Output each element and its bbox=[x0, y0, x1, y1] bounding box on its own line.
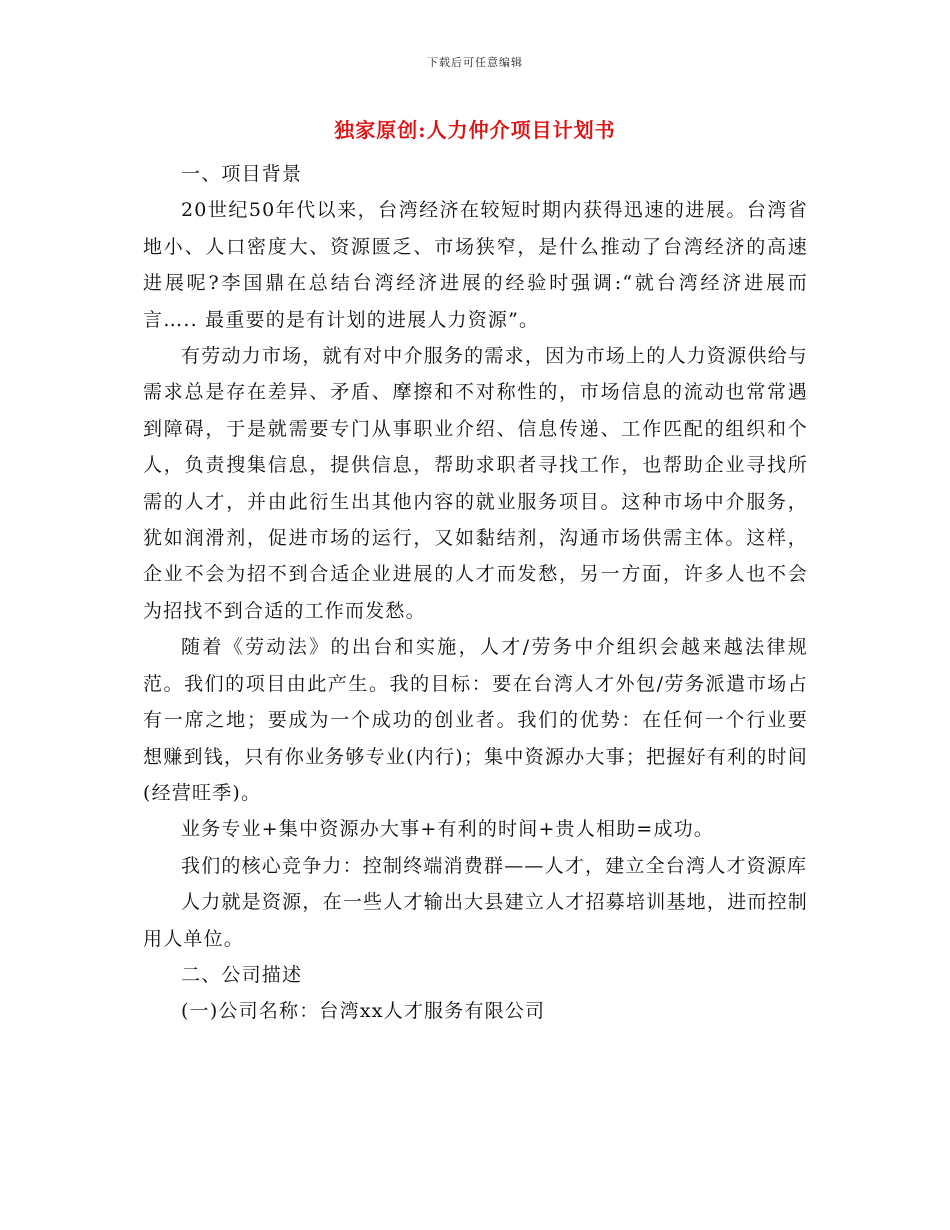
paragraph-talent-resource: 人力就是资源，在一些人才输出大县建立人才招募培训基地，进而控制用人单位。 bbox=[143, 891, 808, 950]
paragraph-labor-law: 随着《劳动法》的出台和实施，人才/劳务中介组织会越来越法律规范。我们的项目由此产生。我的目标：要在台湾人才外包/劳务派遣市场占有一席之地；要成为一个成功的创业者。我们的优势：在任何一个行业要想赚到钱，只有你业务够专业(内行)；集中资源办大事；把握好有利的时间(经营旺季)。 bbox=[143, 636, 808, 804]
document-body bbox=[143, 156, 808, 1030]
paragraph-economy: 20世纪50年代以来，台湾经济在较短时期内获得迅速的进展。台湾省地小、人口密度大、资源匮乏、市场狭窄，是什么推动了台湾经济的高速进展呢?李国鼎在总结台湾经济进展的经验时强调:“就台湾经济进展而言….. 最重要的是有计划的进展人力资源”。 bbox=[143, 199, 808, 331]
document-title: 独家原创:人力仲介项目计划书 bbox=[334, 118, 616, 142]
header-note: 下载后可任意编辑 bbox=[427, 56, 523, 69]
paragraph-labor-market: 有劳动力市场，就有对中介服务的需求，因为市场上的人力资源供给与需求总是存在差异、矛盾、摩擦和不对称性的，市场信息的流动也常常遇到障碍，于是就需要专门从事职业介绍、信息传递、工作匹配的组织和个人，负责搜集信息，提供信息，帮助求职者寻找工作，也帮助企业寻找所需的人才，并由此衍生出其他内容的就业服务项目。这种市场中介服务，犹如润滑剂，促进市场的运行，又如黏结剂，沟通市场供需主体。这样，企业不会为招不到合适企业进展的人才而发愁，另一方面，许多人也不会为招找不到合适的工作而发愁。 bbox=[143, 345, 808, 622]
paragraph-company-name: (一)公司名称：台湾xx人才服务有限公司 bbox=[181, 1000, 546, 1023]
section-heading-company: 二、公司描述 bbox=[181, 963, 303, 986]
paragraph-core-competence: 我们的核心竞争力：控制终端消费群——人才，建立全台湾人才资源库 bbox=[181, 854, 808, 877]
paragraph-success-formula: 业务专业+集中资源办大事+有利的时间+贵人相助=成功。 bbox=[181, 818, 715, 841]
section-heading-background: 一、项目背景 bbox=[181, 163, 303, 185]
